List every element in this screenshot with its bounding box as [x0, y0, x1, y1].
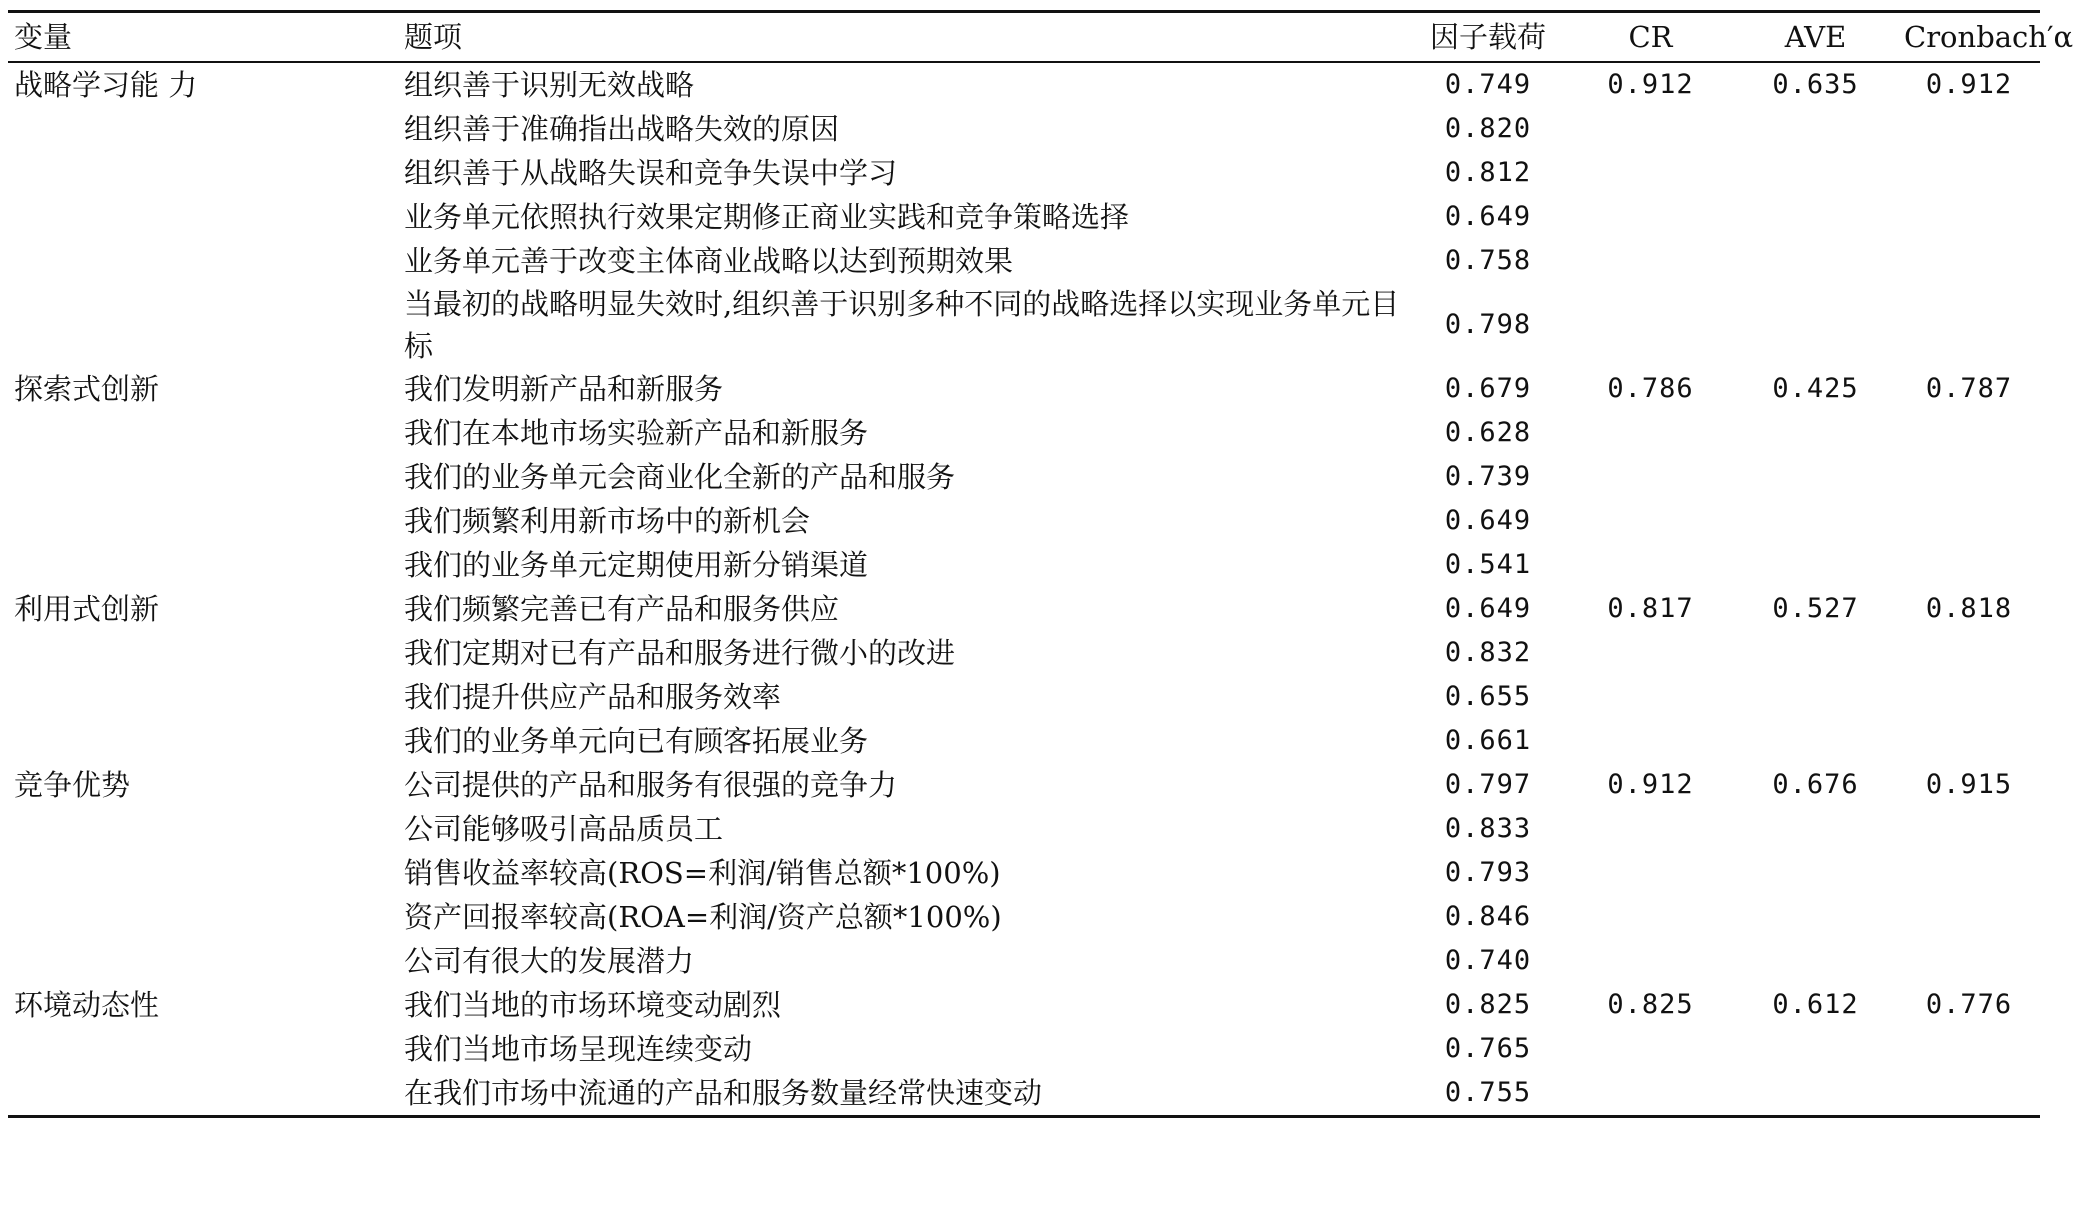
variable-empty	[8, 675, 398, 719]
variable-empty	[8, 283, 398, 367]
item-text: 当最初的战略明显失效时,组织善于识别多种不同的战略选择以实现业务单元目标	[404, 287, 1400, 364]
alpha-empty	[1898, 807, 2040, 851]
variable-empty	[8, 239, 398, 283]
cr-empty	[1568, 675, 1733, 719]
ave-empty	[1733, 719, 1898, 763]
variable-empty	[8, 1027, 398, 1071]
table-row	[8, 807, 2040, 851]
item-text: 公司提供的产品和服务有很强的竞争力	[404, 767, 898, 802]
ave-empty	[1733, 807, 1898, 851]
ave-empty	[1733, 107, 1898, 151]
factor-loading: 0.846	[1444, 901, 1532, 933]
variable-empty	[8, 1071, 398, 1117]
ave-value: 0.527	[1772, 593, 1859, 625]
cr-empty	[1568, 283, 1733, 367]
header-item: 题项	[398, 12, 1408, 63]
factor-loading: 0.649	[1444, 593, 1532, 625]
item-text: 业务单元善于改变主体商业战略以达到预期效果	[404, 243, 1014, 278]
table-row	[8, 455, 2040, 499]
item-text: 我们的业务单元会商业化全新的产品和服务	[404, 459, 956, 494]
alpha-empty	[1898, 631, 2040, 675]
table-row	[8, 587, 2040, 631]
item-text: 资产回报率较高(ROA=利润/资产总额*100%)	[404, 900, 1002, 935]
alpha-empty	[1898, 895, 2040, 939]
ave-empty	[1733, 239, 1898, 283]
header-ave: AVE	[1733, 12, 1898, 63]
table-row	[8, 411, 2040, 455]
item-text: 组织善于识别无效战略	[404, 67, 695, 102]
item-text: 我们提升供应产品和服务效率	[404, 679, 782, 714]
item-text: 我们在本地市场实验新产品和新服务	[404, 415, 869, 450]
table-row	[8, 895, 2040, 939]
factor-loading: 0.793	[1444, 857, 1532, 889]
variable-empty	[8, 455, 398, 499]
header-variable: 变量	[8, 12, 398, 63]
variable-name: 战略学习能 力	[14, 67, 198, 102]
variable-empty	[8, 195, 398, 239]
table-header	[8, 12, 2073, 63]
ave-value: 0.425	[1772, 373, 1859, 405]
item-text: 我们当地市场呈现连续变动	[404, 1031, 753, 1066]
alpha-empty	[1898, 719, 2040, 763]
table-row	[8, 499, 2040, 543]
ave-value: 0.612	[1772, 989, 1859, 1021]
cr-empty	[1568, 195, 1733, 239]
cr-empty	[1568, 151, 1733, 195]
factor-loading: 0.740	[1444, 945, 1532, 977]
ave-empty	[1733, 411, 1898, 455]
cr-empty	[1568, 807, 1733, 851]
table-row	[8, 675, 2040, 719]
cr-value: 0.912	[1607, 769, 1694, 801]
factor-loading: 0.832	[1444, 637, 1532, 669]
alpha-value: 0.912	[1925, 69, 2013, 101]
cr-value: 0.825	[1607, 989, 1694, 1021]
ave-empty	[1733, 631, 1898, 675]
factor-loading: 0.825	[1444, 989, 1532, 1021]
factor-loading: 0.661	[1444, 725, 1532, 757]
variable-empty	[8, 939, 398, 983]
item-text: 业务单元依照执行效果定期修正商业实践和竞争策略选择	[404, 199, 1130, 234]
factor-loading: 0.812	[1444, 157, 1532, 189]
cr-empty	[1568, 851, 1733, 895]
alpha-empty	[1898, 195, 2040, 239]
factor-loading: 0.798	[1444, 309, 1532, 341]
variable-empty	[8, 807, 398, 851]
factor-loading: 0.765	[1444, 1033, 1532, 1065]
header-loading: 因子载荷	[1408, 12, 1568, 63]
cr-empty	[1568, 411, 1733, 455]
alpha-empty	[1898, 107, 2040, 151]
ave-empty	[1733, 895, 1898, 939]
cr-empty	[1568, 455, 1733, 499]
table-row	[8, 1027, 2040, 1071]
factor-loading: 0.655	[1444, 681, 1532, 713]
cr-empty	[1568, 543, 1733, 587]
cr-empty	[1568, 107, 1733, 151]
item-text: 公司有很大的发展潜力	[404, 943, 695, 978]
item-text: 我们的业务单元向已有顾客拓展业务	[404, 723, 869, 758]
table-row	[8, 939, 2040, 983]
ave-empty	[1733, 1027, 1898, 1071]
alpha-value: 0.787	[1925, 373, 2013, 405]
variable-name: 环境动态性	[14, 987, 160, 1022]
table-row	[8, 283, 2040, 367]
cr-value: 0.817	[1607, 593, 1694, 625]
variable-empty	[8, 719, 398, 763]
alpha-value: 0.915	[1925, 769, 2013, 801]
item-text: 我们的业务单元定期使用新分销渠道	[404, 547, 869, 582]
alpha-empty	[1898, 851, 2040, 895]
alpha-empty	[1898, 239, 2040, 283]
factor-loading: 0.649	[1444, 505, 1532, 537]
table-row	[8, 719, 2040, 763]
factor-loading: 0.833	[1444, 813, 1532, 845]
item-text: 公司能够吸引高品质员工	[404, 811, 724, 846]
cr-empty	[1568, 895, 1733, 939]
alpha-empty	[1898, 1027, 2040, 1071]
factor-loading: 0.749	[1444, 69, 1532, 101]
table-row	[8, 851, 2040, 895]
factor-loading: 0.755	[1408, 1071, 1568, 1117]
ave-value: 0.635	[1772, 69, 1859, 101]
variable-name: 利用式创新	[14, 591, 160, 626]
cr-empty	[1568, 939, 1733, 983]
item-text: 组织善于准确指出战略失效的原因	[404, 111, 840, 146]
cr-empty	[1568, 239, 1733, 283]
alpha-empty	[1898, 499, 2040, 543]
ave-empty	[1733, 195, 1898, 239]
ave-value: 0.676	[1772, 769, 1859, 801]
cr-empty	[1568, 499, 1733, 543]
factor-loading: 0.797	[1444, 769, 1532, 801]
table-row	[8, 151, 2040, 195]
cr-empty	[1568, 1027, 1733, 1071]
table-row	[8, 239, 2040, 283]
variable-name: 竞争优势	[14, 767, 131, 802]
table-row	[8, 763, 2040, 807]
item-text: 在我们市场中流通的产品和服务数量经常快速变动	[398, 1071, 1408, 1117]
item-text: 我们频繁完善已有产品和服务供应	[404, 591, 840, 626]
factor-loading: 0.628	[1444, 417, 1532, 449]
cr-empty	[1568, 719, 1733, 763]
header-cr: CR	[1568, 12, 1733, 63]
variable-empty	[8, 151, 398, 195]
variable-name: 探索式创新	[14, 371, 160, 406]
factor-loading: 0.679	[1444, 373, 1532, 405]
variable-empty	[8, 631, 398, 675]
table-row	[8, 631, 2040, 675]
variable-empty	[8, 411, 398, 455]
alpha-empty	[1898, 283, 2040, 367]
variable-empty	[8, 895, 398, 939]
factor-loading: 0.739	[1444, 461, 1532, 493]
table-body	[8, 62, 2040, 1117]
alpha-empty	[1898, 675, 2040, 719]
variable-empty	[8, 499, 398, 543]
alpha-empty	[1898, 455, 2040, 499]
alpha-empty	[1898, 411, 2040, 455]
ave-empty	[1733, 499, 1898, 543]
cr-empty	[1568, 1071, 1733, 1117]
header-row	[8, 12, 2040, 63]
item-text: 组织善于从战略失误和竞争失误中学习	[404, 155, 898, 190]
table-row	[8, 367, 2040, 411]
alpha-value: 0.818	[1925, 593, 2013, 625]
cr-value: 0.912	[1607, 69, 1694, 101]
alpha-empty	[1898, 939, 2040, 983]
reliability-validity-table	[8, 10, 2073, 1118]
item-text: 我们频繁利用新市场中的新机会	[404, 503, 811, 538]
cr-value: 0.786	[1607, 373, 1694, 405]
item-text: 我们当地的市场环境变动剧烈	[404, 987, 782, 1022]
alpha-empty	[1898, 151, 2040, 195]
item-text: 销售收益率较高(ROS=利润/销售总额*100%)	[404, 856, 1001, 891]
variable-empty	[8, 851, 398, 895]
table-row	[8, 195, 2040, 239]
ave-empty	[1733, 283, 1898, 367]
table-row	[8, 107, 2040, 151]
factor-loading: 0.820	[1444, 113, 1532, 145]
factor-loading: 0.649	[1444, 201, 1532, 233]
ave-empty	[1733, 851, 1898, 895]
ave-empty	[1733, 675, 1898, 719]
header-alpha: Cronbach′α	[1898, 12, 2040, 63]
item-text: 我们发明新产品和新服务	[404, 371, 724, 406]
ave-empty	[1733, 1071, 1898, 1117]
variable-empty	[8, 107, 398, 151]
alpha-empty	[1898, 543, 2040, 587]
table-row	[8, 543, 2040, 587]
ave-empty	[1733, 455, 1898, 499]
alpha-value: 0.776	[1925, 989, 2013, 1021]
ave-empty	[1733, 151, 1898, 195]
factor-loading: 0.541	[1444, 549, 1532, 581]
table-row	[8, 983, 2040, 1027]
ave-empty	[1733, 543, 1898, 587]
item-text: 我们定期对已有产品和服务进行微小的改进	[404, 635, 956, 670]
cr-empty	[1568, 631, 1733, 675]
table-row	[8, 62, 2040, 107]
ave-empty	[1733, 939, 1898, 983]
variable-empty	[8, 543, 398, 587]
table-row	[8, 1071, 2040, 1117]
factor-loading: 0.758	[1444, 245, 1532, 277]
alpha-empty	[1898, 1071, 2040, 1117]
